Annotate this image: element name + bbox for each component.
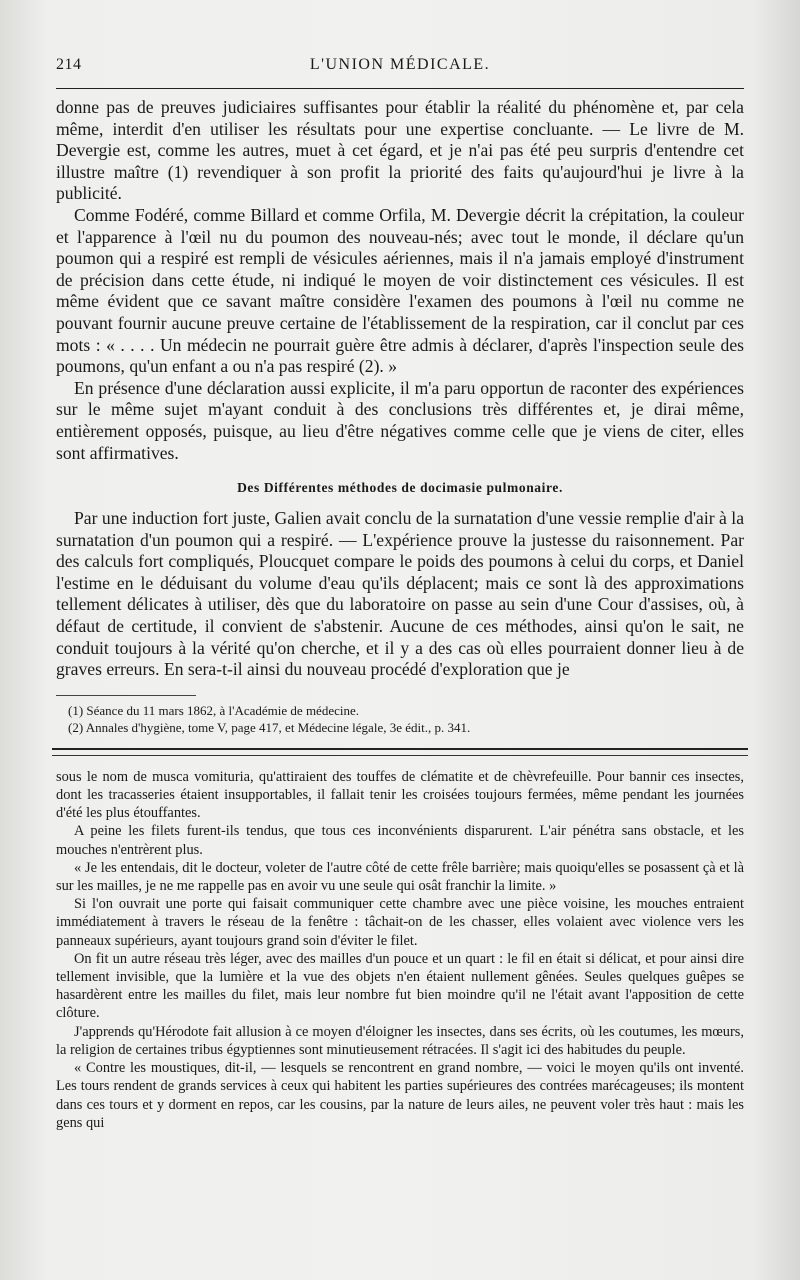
footnote-rule: [56, 695, 196, 696]
paragraph: J'apprends qu'Hérodote fait allusion à ce moyen d'éloigner les insectes, dans ses écrits, où les coutumes, les mœurs, la religion de certaines tribus égyptiennes sont minutieusement rétracées. Il s'agit ici des habitudes du peuple.: [56, 1023, 744, 1058]
header-rule: [56, 88, 744, 89]
paragraph: « Je les entendais, dit le docteur, voleter de l'autre côté de cette frêle barrière; mais quoiqu'elles se posassent çà et là sur les mailles, je ne me rappelle pas en avoir vu une seule qui osât franchir la limite. »: [56, 859, 744, 895]
page-number: 214: [56, 56, 82, 73]
footnote: (1) Séance du 11 mars 1862, à l'Académie de médecine.: [68, 702, 359, 718]
paragraph: Si l'on ouvrait une porte qui faisait communiquer cette chambre avec une pièce voisine, les mouches entraient immédiatement à travers le réseau de la fenêtre : tâchait-on de les chasser, elles volaient avec violence vers les panneaux supérieurs, ayant toujours grand soin d'éviter le filet.: [56, 896, 744, 949]
section-divider: [52, 748, 748, 756]
lower-article: [56, 768, 744, 1132]
running-title: L'UNION MÉDICALE.: [309, 56, 491, 73]
paragraph: Par une induction fort juste, Galien avait conclu de la surnatation d'une vessie remplie d'air à la surnatation d'un poumon qui a respiré. — L'expérience prouve la justesse du raisonnement. Par des calculs fort compliqués, Ploucquet compare le poids des poumons à celui du corps, et Daniel l'estime en le déduisant du volume d'eau qu'ils déplacent; mais ce sont là des approximations tellement délicates à utiliser, dès que du laboratoire on passe au sein d'une Cour d'assises, où, à défaut de certitude, il convient de s'abstenir. Aucune de ces méthodes, ainsi qu'on le sait, ne conduit toujours à la vérité qu'on cherche, et il y a des cas où elles pourraient donner lieu à de graves erreurs. En sera-t-il ainsi du nouveau procédé d'exploration que je: [56, 508, 744, 680]
paragraph: « Contre les moustiques, dit-il, — lesquels se rencontrent en grand nombre, — voici le moyen qu'ils ont inventé. Les tours rendent de grands services à ceux qui habitent les parties supérieures des contrées marécageuses; ils montent dans ces tours et y dorment en repos, car les cousins, par la nature de leurs ailes, ne peuvent voler très haut : mais les gens qui: [56, 1060, 744, 1131]
paragraph: A peine les filets furent-ils tendus, que tous ces inconvénients disparurent. L'air pénétra sans obstacle, et les mouches n'entrèrent plus.: [56, 823, 744, 858]
paragraph: sous le nom de musca vomituria, qu'attiraient des touffes de clématite et de chèvrefeuille. Pour bannir ces insectes, dont les tracasseries étaient insupportables, il fallait tenir les croisées toujours fermées, même pendant les journées d'été les plus étouffantes.: [56, 768, 744, 822]
page-header: [56, 56, 744, 82]
footnote: (2) Annales d'hygiène, tome V, page 417, et Médecine légale, 3e édit., p. 341.: [68, 719, 471, 735]
paragraph: En présence d'une déclaration aussi explicite, il m'a paru opportun de raconter des expériences sur le même sujet m'ayant conduit à des conclusions très différentes et, je dirai même, entièrement opposés, puisque, au lieu d'être négatives comme celle que je viens de citer, elles sont affirmatives.: [56, 377, 744, 463]
upper-article: [56, 97, 744, 736]
paragraph: donne pas de preuves judiciaires suffisantes pour établir la réalité du phénomène et, par cela même, interdit d'en utiliser les résultats pour une expertise concluante. — Le livre de M. Devergie est, comme les autres, muet à cet égard, et je n'ai pas été peu surpris d'entendre cet illustre maître (1) revendiquer à son profit la priorité des faits qu'aujourd'hui je livre à la publicité.: [56, 97, 744, 204]
paragraph: Comme Fodéré, comme Billard et comme Orfila, M. Devergie décrit la crépitation, la couleur et l'apparence à l'œil nu du poumon des nouveau-nés; avec tout le monde, il déclare qu'un poumon qui a respiré est rempli de vésicules aériennes, mais il n'a jamais employé d'instrument de précision dans cette étude, ni indiqué le moyen de voir distinctement ces vésicules. Il est même évident que ce savant maître considère l'examen des poumons à l'œil nu comme ne pouvant fournir aucune preuve certaine de l'établissement de la respiration, car il conclut par ces mots : « . . . . Un médecin ne pourrait guère être admis à déclarer, d'après l'inspection seule des poumons, qu'un enfant a ou n'a pas respiré (2). »: [56, 204, 744, 377]
section-heading: Des Différentes méthodes de docimasie pulmonaire.: [237, 480, 563, 496]
footnotes: [56, 702, 744, 736]
paragraph: On fit un autre réseau très léger, avec des mailles d'un pouce et un quart : le fil en était si délicat, et pour ainsi dire tellement invisible, que la lumière et la vue des objets n'en étaient nullement gênées. Seules quelques guêpes se hasardèrent entre les mailles du filet, mais leur nombre fut bien moindre qu'il ne l'était avant l'apposition de cette clôture.: [56, 950, 744, 1022]
